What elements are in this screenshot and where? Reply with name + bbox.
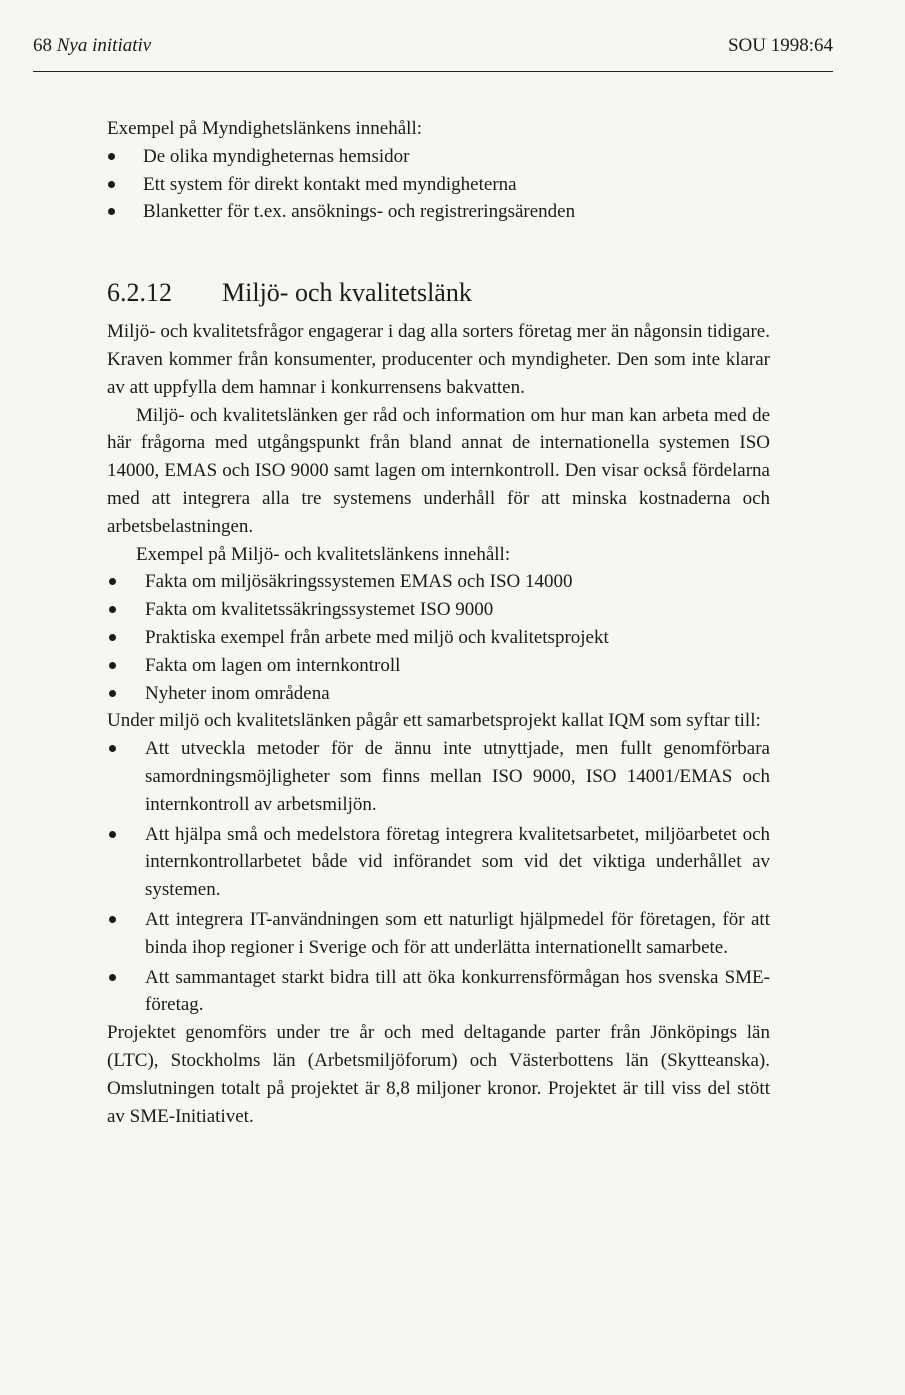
- running-header: [33, 34, 833, 62]
- section-heading: [107, 276, 770, 310]
- bullet-icon: [108, 153, 115, 160]
- list-item: Fakta om lagen om internkontroll: [107, 652, 770, 680]
- bullet-icon: [109, 916, 116, 923]
- list-item: Praktiska exempel från arbete med miljö och kvalitetsprojekt: [107, 624, 770, 652]
- bullet-icon: [109, 578, 116, 585]
- paragraph: Under miljö och kvalitetslänken pågår ett samarbetsprojekt kallat IQM som syftar till:: [107, 710, 761, 732]
- list-item: De olika myndigheternas hemsidor: [107, 143, 770, 171]
- bullet-icon: [109, 690, 116, 697]
- paragraph: Miljö- och kvalitetsfrågor engagerar i dag alla sorters företag mer än någonsin tidigare. Kraven kommer från konsumenter, producenter och myndigheter. Den som inte klarar av att uppfylla dem hamnar i konkurrensens bakvatten.: [107, 321, 770, 398]
- bullet-icon: [109, 974, 116, 981]
- page-number: 68: [33, 35, 52, 56]
- list-item: Att integrera IT-användningen som ett naturligt hjälpmedel för företagen, för att binda ihop regioner i Sverige och för att underlätta internationellt samarbete.: [107, 906, 770, 962]
- bullet-icon: [109, 634, 116, 641]
- paragraph: Exempel på Miljö- och kvalitetslänkens innehåll:: [136, 543, 511, 565]
- section-number: 6.2.12: [107, 278, 172, 308]
- section1-intro: Exempel på Myndighetslänkens innehåll:: [107, 118, 423, 139]
- list-item: Ett system för direkt kontakt med myndigheterna: [107, 171, 770, 199]
- list-item: Att utveckla metoder för de ännu inte utnyttjade, men fullt genomförbara samordningsmöjligheter som finns mellan ISO 9000, ISO 14001/EMAS och internkontroll av arbetsmiljön.: [107, 735, 770, 818]
- list-item: Fakta om kvalitetssäkringssystemet ISO 9000: [107, 596, 770, 624]
- series-title: Nya initiativ: [56, 35, 152, 56]
- paragraph: Projektet genomförs under tre år och med deltagande parter från Jönköpings län (LTC), Stockholms län (Arbetsmiljöforum) och Västerbottens län (Skytteanska). Omslutningen totalt på projektet är 8,8 miljoner kronor. Projektet är till viss del stött av SME-Initiativet.: [107, 1022, 770, 1127]
- document-id: SOU 1998:64: [727, 35, 833, 56]
- list-item: Att sammantaget starkt bidra till att öka konkurrensförmågan hos svenska SME-företag.: [107, 964, 770, 1020]
- header-left: [33, 34, 151, 58]
- bullet-icon: [108, 181, 115, 188]
- list-item: Att hjälpa små och medelstora företag integrera kvalitetsarbetet, miljöarbetet och internkontrollarbetet både vid införandet som vid det viktiga underhållet av systemen.: [107, 821, 770, 904]
- list-item: Nyheter inom områdena: [107, 680, 770, 708]
- bullet-icon: [109, 745, 116, 752]
- bullet-icon: [109, 606, 116, 613]
- section1-list: [107, 143, 770, 226]
- body-text: [107, 115, 770, 1130]
- bullet-icon: [109, 662, 116, 669]
- contents-list: [107, 568, 770, 707]
- header-rule: [33, 71, 833, 72]
- section-title: Miljö- och kvalitetslänk: [222, 278, 472, 308]
- goals-list: [107, 735, 770, 1019]
- list-item: Fakta om miljösäkringssystemen EMAS och ISO 14000: [107, 568, 770, 596]
- bullet-icon: [108, 208, 115, 215]
- list-item: Blanketter för t.ex. ansöknings- och registreringsärenden: [107, 198, 770, 226]
- bullet-icon: [109, 831, 116, 838]
- paragraph: Miljö- och kvalitetslänken ger råd och information om hur man kan arbeta med de här frågorna med utgångspunkt från bland annat de internationella systemen ISO 14000, EMAS och ISO 9000 samt lagen om internkontroll. Den visar också fördelarna med att integrera alla tre systemens underhåll för att minska kostnaderna och arbetsbelastningen.: [107, 404, 770, 537]
